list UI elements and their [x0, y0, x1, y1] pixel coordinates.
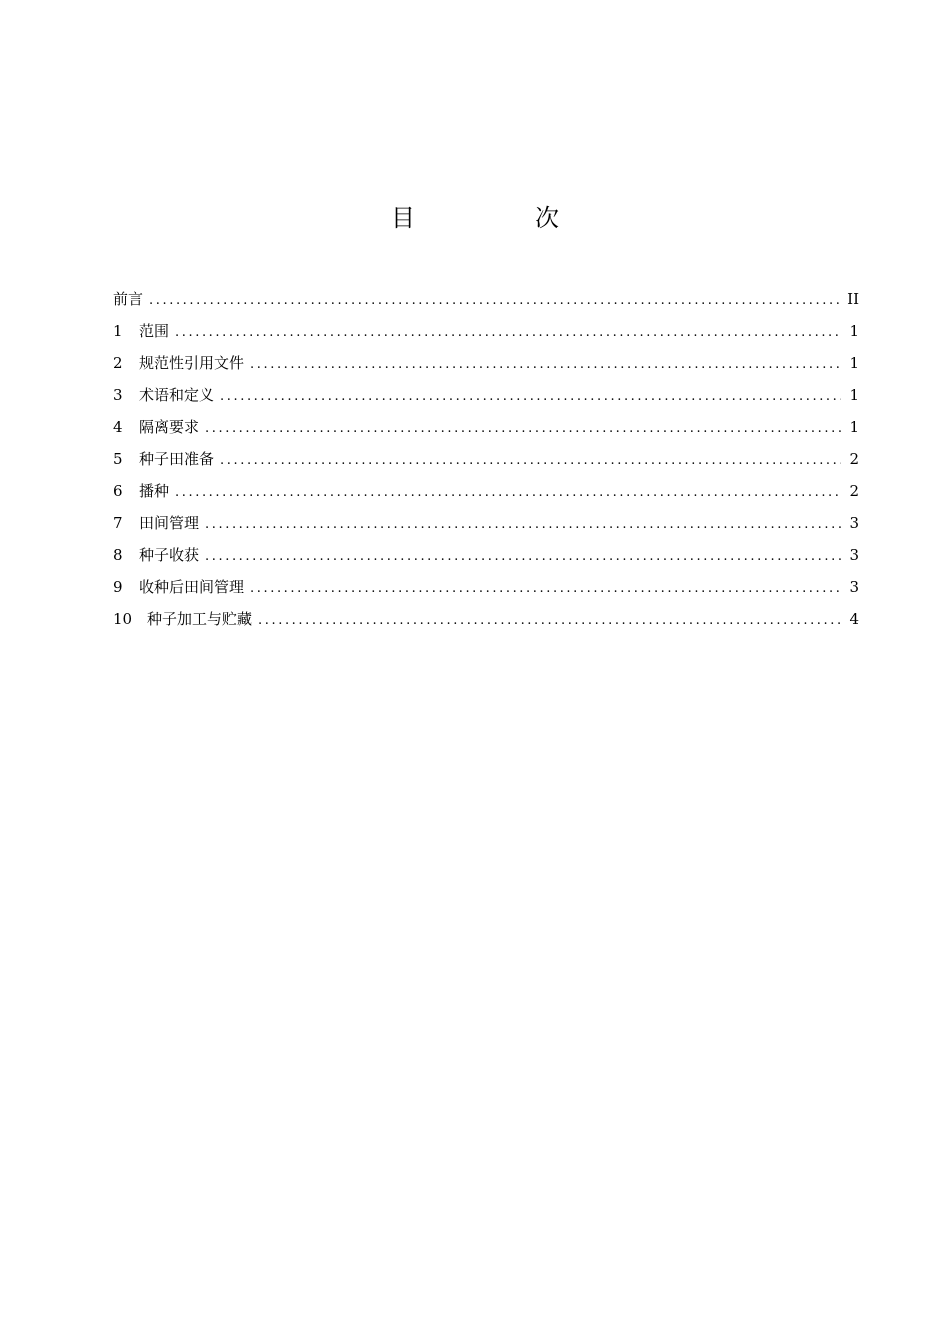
toc-entry-text: 种子加工与贮藏: [147, 610, 253, 628]
toc-entry-10[interactable]: [113, 606, 859, 638]
toc-entry-text: 前言: [113, 290, 144, 308]
toc-entry-page: II: [847, 290, 859, 308]
toc-entry-text: 播种: [139, 482, 170, 500]
toc-entry-number: 9: [113, 578, 123, 596]
toc-leader-dots: [205, 512, 841, 538]
toc-entry-text: 隔离要求: [139, 418, 200, 436]
toc-entry-number: 5: [113, 450, 123, 468]
toc-leader-dots: [250, 352, 841, 378]
toc-entry-page: 1: [849, 322, 859, 340]
toc-entry-foreword[interactable]: [113, 286, 859, 318]
toc-leader-dots: [258, 608, 841, 634]
toc-leader-dots: [205, 416, 841, 442]
toc-entry-text: 种子田准备: [139, 450, 215, 468]
toc-entry-page: 1: [849, 354, 859, 372]
toc-entry-page: 2: [849, 482, 859, 500]
toc-entry-number: 4: [113, 418, 123, 436]
toc-entry-text: 种子收获: [139, 546, 200, 564]
toc-entry-5[interactable]: [113, 446, 859, 478]
toc-entry-number: 1: [113, 322, 123, 340]
toc-entry-8[interactable]: [113, 542, 859, 574]
toc-entry-4[interactable]: [113, 414, 859, 446]
toc-entry-page: 4: [849, 610, 859, 628]
toc-entry-3[interactable]: [113, 382, 859, 414]
toc-leader-dots: [149, 288, 841, 314]
toc-entry-number: 10: [113, 610, 133, 628]
toc-title: 目 次: [391, 204, 607, 232]
toc-leader-dots: [220, 384, 841, 410]
toc-leader-dots: [175, 480, 841, 506]
toc-entry-page: 1: [849, 418, 859, 436]
toc-entry-text: 范围: [139, 322, 170, 340]
toc-list: [113, 286, 859, 638]
toc-entry-text: 术语和定义: [139, 386, 215, 404]
toc-leader-dots: [250, 576, 841, 602]
toc-entry-1[interactable]: [113, 318, 859, 350]
toc-leader-dots: [175, 320, 841, 346]
toc-entry-number: 3: [113, 386, 123, 404]
toc-entry-text: 田间管理: [139, 514, 200, 532]
toc-entry-page: 3: [849, 514, 859, 532]
toc-entry-number: 2: [113, 354, 123, 372]
toc-entry-2[interactable]: [113, 350, 859, 382]
toc-entry-text: 规范性引用文件: [139, 354, 245, 372]
toc-entry-7[interactable]: [113, 510, 859, 542]
toc-leader-dots: [205, 544, 841, 570]
toc-leader-dots: [220, 448, 841, 474]
toc-entry-number: 8: [113, 546, 123, 564]
toc-entry-number: 6: [113, 482, 123, 500]
toc-entry-page: 3: [849, 578, 859, 596]
toc-entry-page: 2: [849, 450, 859, 468]
toc-entry-page: 1: [849, 386, 859, 404]
toc-entry-text: 收种后田间管理: [139, 578, 245, 596]
toc-entry-6[interactable]: [113, 478, 859, 510]
toc-entry-9[interactable]: [113, 574, 859, 606]
toc-entry-page: 3: [849, 546, 859, 564]
toc-entry-number: 7: [113, 514, 123, 532]
